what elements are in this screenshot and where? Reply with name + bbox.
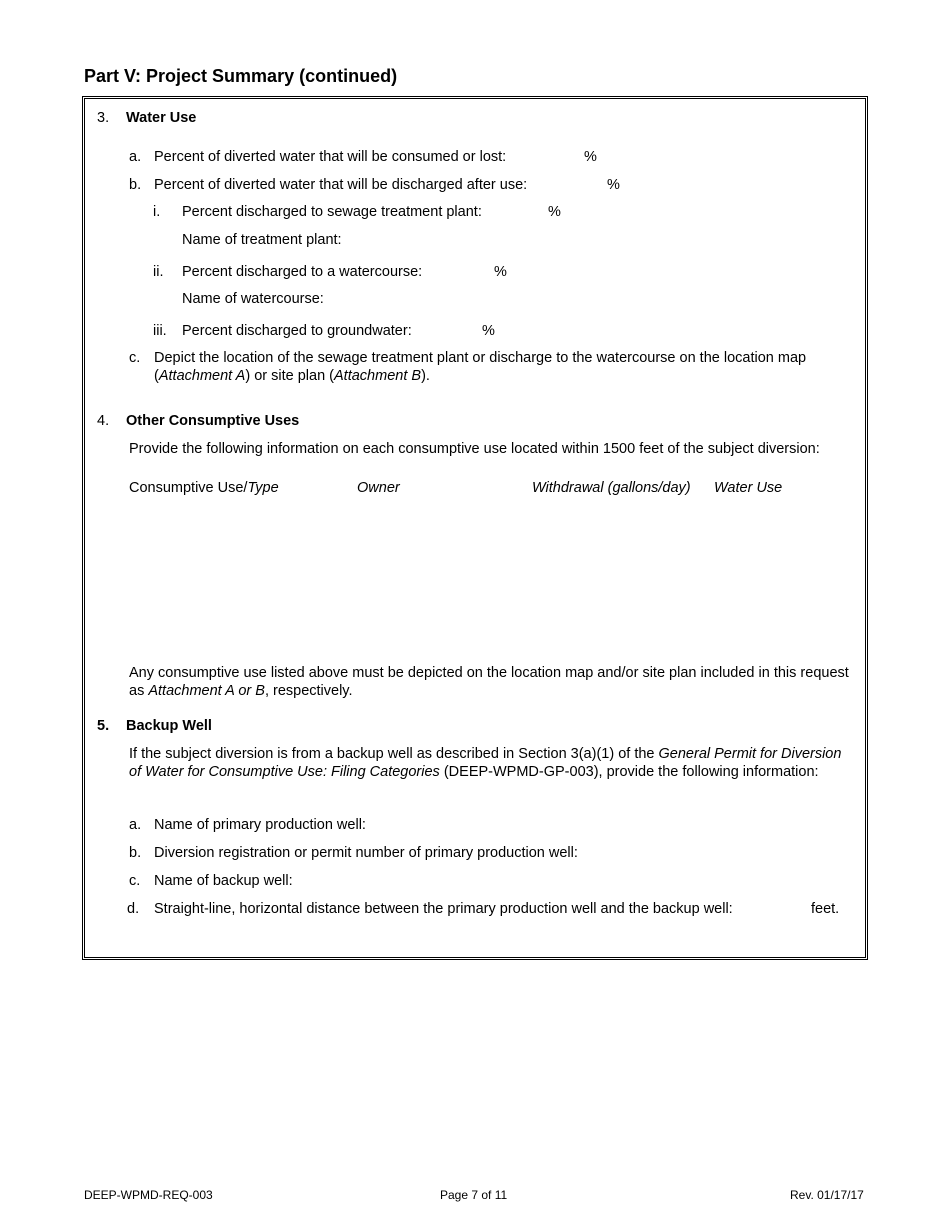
item-3a-percent-sign: % — [584, 149, 597, 165]
column-consumptive-use-type: Consumptive Use/Type — [129, 480, 279, 496]
item-5a-label: Name of primary production well: — [154, 817, 366, 833]
column-water-use: Water Use — [714, 480, 783, 496]
item-3b-label: Percent of diverted water that will be discharged after use: — [154, 177, 528, 193]
section-3-number: 3. — [97, 110, 110, 126]
item-3c-text-line1: Depict the location of the sewage treatment plant or discharge to the watercourse on the location map — [154, 350, 807, 366]
attachment-a-ref: Attachment A — [158, 368, 246, 384]
item-5c-marker: c. — [129, 873, 141, 889]
column-withdrawal: Withdrawal (gallons/day) — [532, 480, 691, 496]
item-3biii-label: Percent discharged to groundwater: — [182, 323, 412, 339]
item-3a-label: Percent of diverted water that will be consumed or lost: — [154, 149, 507, 165]
item-3biii-percent-sign: % — [482, 323, 495, 339]
attachment-b-ref: Attachment B — [334, 368, 422, 384]
section-5-number: 5. — [97, 718, 110, 734]
item-3c-marker: c. — [129, 350, 141, 366]
item-5b-marker: b. — [129, 845, 142, 861]
column-owner: Owner — [357, 480, 400, 496]
treatment-plant-name-label: Name of treatment plant: — [182, 232, 342, 248]
item-3biii-marker: iii. — [153, 323, 167, 339]
item-3bi-percent-sign: % — [548, 204, 561, 220]
item-3a-marker: a. — [129, 149, 142, 165]
footer-form-id: DEEP-WPMD-REQ-003 — [84, 1188, 213, 1202]
item-5b-label: Diversion registration or permit number of primary production well: — [154, 845, 578, 861]
item-3bi-label: Percent discharged to sewage treatment plant: — [182, 204, 482, 220]
footer-page-number: Page 7 of 11 — [440, 1188, 508, 1202]
item-5c-label: Name of backup well: — [154, 873, 293, 889]
item-5d-marker: d. — [127, 901, 140, 917]
item-3b-percent-sign: % — [607, 177, 620, 193]
item-5a-marker: a. — [129, 817, 142, 833]
section-4-intro: Provide the following information on each consumptive use located within 1500 feet of the subject diversion: — [129, 441, 820, 457]
section-5-intro: If the subject diversion is from a backup well as described in Section 3(a)(1) of the General Permit for Diversion of Water for Consumptive Use: Filing Categories (DEEP-WPMD-GP-003), provide the following information: — [129, 746, 842, 780]
section-5-heading: Backup Well — [126, 718, 212, 734]
watercourse-name-label: Name of watercourse: — [182, 291, 324, 307]
item-3b-marker: b. — [129, 177, 142, 193]
section-3-heading: Water Use — [126, 110, 197, 126]
section-4-note: Any consumptive use listed above must be depicted on the location map and/or site plan included in this request as Attachment A or B, respectively. — [129, 665, 849, 699]
item-3bii-label: Percent discharged to a watercourse: — [182, 264, 423, 280]
item-3c-text-line2: (Attachment A) or site plan (Attachment B). — [154, 368, 430, 384]
item-5d-label: Straight-line, horizontal distance between the primary production well and the backup well: — [154, 901, 733, 917]
item-3bii-marker: ii. — [153, 264, 164, 280]
section-4-heading: Other Consumptive Uses — [126, 413, 300, 429]
section-4-number: 4. — [97, 413, 110, 429]
item-5d-unit: feet. — [811, 901, 840, 917]
item-3bii-percent-sign: % — [494, 264, 507, 280]
footer-revision: Rev. 01/17/17 — [790, 1188, 864, 1202]
page-title: Part V: Project Summary (continued) — [84, 66, 398, 86]
item-3bi-marker: i. — [153, 204, 161, 220]
